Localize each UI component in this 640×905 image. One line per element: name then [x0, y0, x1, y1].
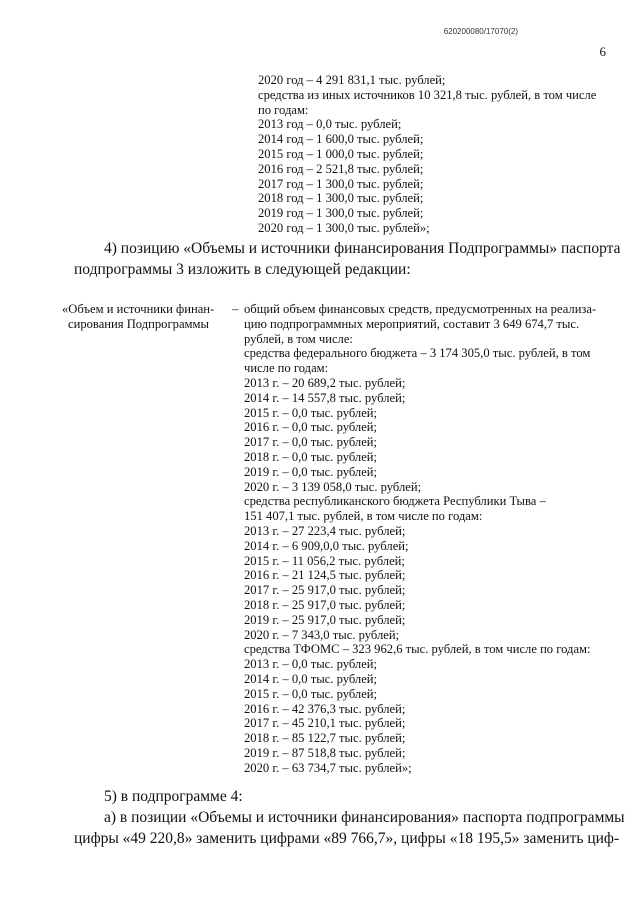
text-line: 2014 г. – 14 557,8 тыс. рублей;	[244, 390, 406, 405]
text-line: средства республиканского бюджета Республики Тыва –	[244, 494, 546, 509]
text-line: 2014 г. – 0,0 тыс. рублей;	[244, 671, 378, 686]
text-line: 2019 г. – 87 518,8 тыс. рублей;	[244, 745, 406, 760]
text-line: числе по годам:	[244, 361, 329, 376]
text-line: сирования Подпрограммы	[68, 316, 209, 331]
text-line: 2015 г. – 0,0 тыс. рублей;	[244, 405, 378, 420]
text-line: 151 407,1 тыс. рублей, в том числе по годам:	[244, 509, 483, 524]
document-code: 620200080/17070(2)	[443, 27, 518, 36]
text-line: 2015 год – 1 000,0 тыс. рублей;	[258, 146, 424, 161]
text-line: 2014 год – 1 600,0 тыс. рублей;	[258, 132, 424, 147]
text-line: 2016 г. – 21 124,5 тыс. рублей;	[244, 568, 406, 583]
text-line: 2014 г. – 6 909,0,0 тыс. рублей;	[244, 538, 409, 553]
text-line: 2017 год – 1 300,0 тыс. рублей;	[258, 176, 424, 191]
text-line: 2017 г. – 0,0 тыс. рублей;	[244, 435, 378, 450]
text-line: подпрограммы 3 изложить в следующей редакции:	[74, 261, 411, 278]
text-line: средства из иных источников 10 321,8 тыс. рублей, в том числе	[258, 87, 597, 102]
text-line: 2018 год – 1 300,0 тыс. рублей;	[258, 191, 424, 206]
text-line: 2020 год – 4 291 831,1 тыс. рублей;	[258, 73, 446, 87]
text-line: «Объем и источники финан-	[62, 302, 215, 316]
text-line: средства федерального бюджета – 3 174 305,0 тыс. рублей, в том	[244, 346, 591, 361]
text-line: 2016 г. – 42 376,3 тыс. рублей;	[244, 701, 406, 716]
text-line: 5) в подпрограмме 4:	[104, 788, 243, 805]
text-line: 2013 год – 0,0 тыс. рублей;	[258, 117, 402, 132]
text-line: по годам:	[258, 102, 309, 117]
text-line: рублей, в том числе:	[244, 331, 353, 346]
text-line: средства ТФОМС – 323 962,6 тыс. рублей, в том числе по годам:	[244, 642, 591, 657]
dash-separator: –	[232, 302, 239, 316]
text-line: 2020 год – 1 300,0 тыс. рублей»;	[258, 220, 430, 235]
text-line: 2017 г. – 25 917,0 тыс. рублей;	[244, 583, 406, 598]
text-line: 4) позицию «Объемы и источники финансирования Подпрограммы» паспорта	[104, 240, 621, 257]
funding-years-list-top	[258, 73, 596, 236]
paragraph-4	[74, 238, 621, 280]
text-line: 2018 г. – 0,0 тыс. рублей;	[244, 449, 378, 464]
text-line: 2020 г. – 7 343,0 тыс. рублей;	[244, 627, 400, 642]
table-left-label	[62, 302, 214, 332]
text-line: 2020 г. – 63 734,7 тыс. рублей»;	[244, 760, 412, 775]
text-line: 2019 год – 1 300,0 тыс. рублей;	[258, 206, 424, 221]
text-line: 2015 г. – 0,0 тыс. рублей;	[244, 686, 378, 701]
text-line: общий объем финансовых средств, предусмотренных на реализа-	[244, 302, 597, 316]
text-line: цию подпрограммных мероприятий, составит 3 649 674,7 тыс.	[244, 316, 580, 331]
text-line: а) в позиции «Объемы и источники финансирования» паспорта подпрограммы	[104, 809, 625, 826]
text-line: 2018 г. – 85 122,7 тыс. рублей;	[244, 731, 406, 746]
text-line: 2013 г. – 27 223,4 тыс. рублей;	[244, 523, 406, 538]
text-line: 2019 г. – 0,0 тыс. рублей;	[244, 464, 378, 479]
text-line: 2015 г. – 11 056,2 тыс. рублей;	[244, 553, 405, 568]
text-line: 2016 год – 2 521,8 тыс. рублей;	[258, 161, 424, 176]
text-line: 2018 г. – 25 917,0 тыс. рублей;	[244, 597, 406, 612]
text-line: 2013 г. – 20 689,2 тыс. рублей;	[244, 375, 406, 390]
funding-details-list	[244, 302, 596, 776]
text-line: 2019 г. – 25 917,0 тыс. рублей;	[244, 612, 406, 627]
text-line: 2017 г. – 45 210,1 тыс. рублей;	[244, 716, 406, 731]
text-line: 2013 г. – 0,0 тыс. рублей;	[244, 657, 378, 672]
text-line: 2020 г. – 3 139 058,0 тыс. рублей;	[244, 479, 422, 494]
page-number: 6	[599, 44, 606, 59]
text-line: цифры «49 220,8» заменить цифрами «89 766,7», цифры «18 195,5» заменить циф-	[74, 830, 620, 847]
text-line: 2016 г. – 0,0 тыс. рублей;	[244, 420, 378, 435]
paragraph-5	[74, 786, 625, 849]
